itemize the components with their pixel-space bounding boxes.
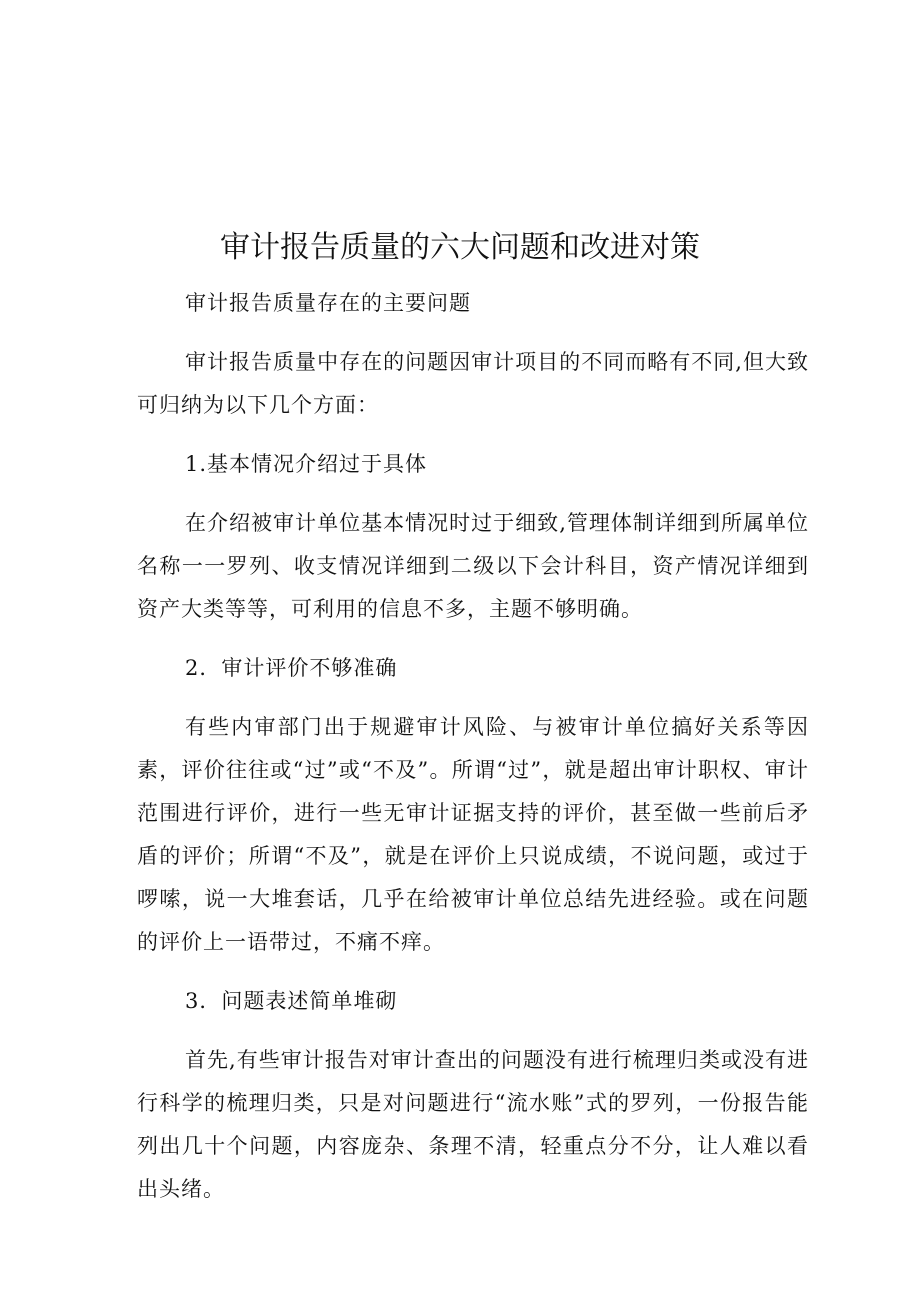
intro-paragraph: 审计报告质量中存在的问题因审计项目的不同而略有不同,但大致可归纳为以下几个方面： — [137, 350, 809, 417]
item-2-paragraph: 有些内审部门出于规避审计风险、与被审计单位搞好关系等因素，评价往往或“过”或“不及”。所谓“过”，就是超出审计职权、审计范围进行评价，进行一些无审计证据支持的评价，甚至做一些前后矛盾的评价；所谓“不及”，就是在评价上只说成绩，不说问题，或过于啰嗦，说一大堆套话，几乎在给被审计单位总结先进经验。或在问题的评价上一语带过，不痛不痒。 — [137, 715, 809, 954]
item-3-heading: 3．问题表述简单堆砌 — [185, 989, 398, 1013]
document-body — [137, 282, 809, 1211]
item-1-paragraph: 在介绍被审计单位基本情况时过于细致,管理体制详细到所属单位名称一一罗列、收支情况详细到二级以下会计科目，资产情况详细到资产大类等等，可利用的信息不多，主题不够明确。 — [137, 511, 809, 621]
document-title: 审计报告质量的六大问题和改进对策 — [220, 230, 700, 265]
section-heading: 审计报告质量存在的主要问题 — [185, 291, 471, 315]
item-2-heading: 2．审计评价不够准确 — [185, 656, 398, 680]
item-1-heading: 1.基本情况介绍过于具体 — [185, 452, 428, 476]
item-3-paragraph: 首先,有些审计报告对审计查出的问题没有进行梳理归类或没有进行科学的梳理归类，只是对问题进行“流水账”式的罗列，一份报告能列出几十个问题，内容庞杂、条理不清，轻重点分不分，让人难以看出头绪。 — [137, 1048, 809, 1201]
